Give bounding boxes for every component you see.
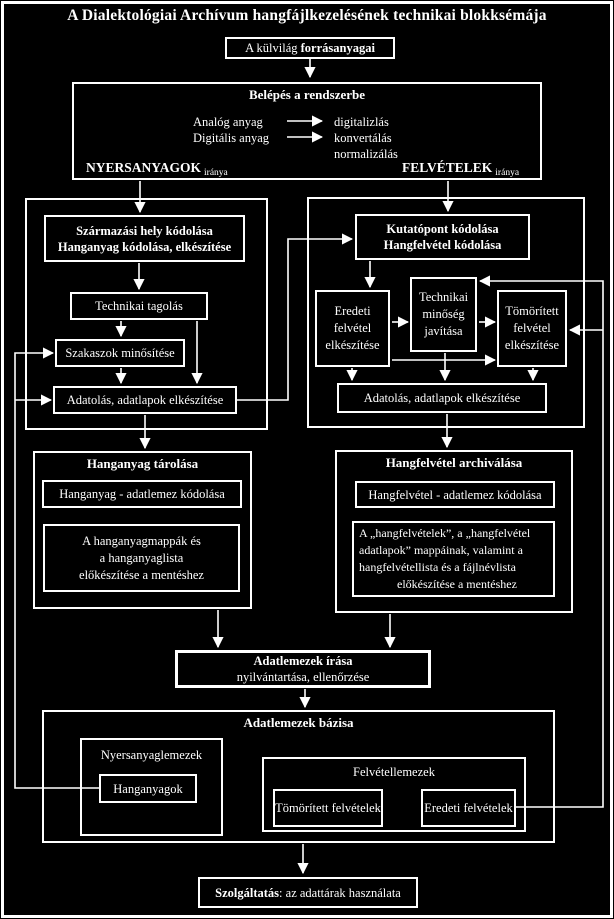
disc-base-title: Adatlemezek bázisa bbox=[243, 715, 354, 730]
research-point-line1: Kutatópont kódolása bbox=[386, 222, 499, 236]
original-recording-box: Eredeti felvétel elkészítése bbox=[315, 290, 390, 367]
system-entry-title: Belépés a rendszerbe bbox=[248, 87, 366, 102]
service-text-bold: Szolgáltatás bbox=[215, 885, 280, 900]
recording-archive-container bbox=[335, 450, 573, 613]
digital-material-label: Digitális anyag bbox=[193, 131, 270, 145]
recording-archive-title: Hangfelvétel archiválása bbox=[385, 455, 523, 470]
technical-segmentation-box: Technikai tagolás bbox=[70, 292, 208, 320]
disc-writing-box bbox=[175, 650, 431, 688]
external-sources-box bbox=[225, 37, 395, 59]
original-recordings-box: Eredeti felvételek bbox=[421, 789, 516, 827]
service-box bbox=[198, 877, 418, 908]
raw-discs-group bbox=[80, 738, 223, 836]
recording-discs-label: Felvétellemezek bbox=[353, 765, 435, 779]
raw-storage-title: Hanganyag tárolása bbox=[86, 456, 199, 471]
raw-materials-direction-label: NYERSANYAGOK $_{iránya}$ bbox=[86, 160, 228, 178]
digitization-label: digitalizlás bbox=[334, 115, 389, 129]
recording-discs-group bbox=[262, 757, 526, 832]
compressed-recording-box: Tömörített felvétel elkészítése bbox=[497, 290, 567, 367]
raw-disc-coding-box: Hanganyag - adatlemez kódolása bbox=[42, 480, 242, 508]
raw-branch-container bbox=[25, 198, 268, 430]
external-sources-text: A külvilág bbox=[245, 41, 301, 55]
raw-audio-box: Hanganyagok bbox=[99, 774, 197, 803]
recording-branch-container bbox=[307, 197, 585, 428]
compressed-recordings-box: Tömörített felvételek bbox=[273, 789, 383, 827]
service-text: : az adattárak használata bbox=[279, 885, 401, 900]
normalization-label: normalizálás bbox=[334, 147, 398, 161]
raw-storage-container bbox=[33, 451, 252, 609]
disc-writing-line2: nyilvántartása, ellenőrzése bbox=[236, 670, 370, 684]
disc-base-container bbox=[42, 710, 555, 843]
research-point-coding-box bbox=[355, 214, 530, 260]
recording-data-sheets-box: Adatolás, adatlapok elkészítése bbox=[337, 383, 547, 413]
research-point-line2: Hangfelvétel kódolása bbox=[383, 238, 502, 252]
recording-disc-coding-box: Hangfelvétel - adatlemez kódolása bbox=[355, 481, 555, 508]
recording-save-preparation-box: A „hangfelvételek”, a „hangfelvétel adatlapok” mappáinak, valamint a hangfelvétellista és a fájlnévlista előkészítése a mentéshez bbox=[352, 521, 555, 597]
page-title: A Dialektológiai Archívum hangfájlkezelésének technikai blokksémája bbox=[67, 7, 547, 24]
recordings-direction-label: FELVÉTELEK $_{iránya}$ bbox=[402, 160, 520, 178]
conversion-label: konvertálás bbox=[334, 131, 392, 145]
raw-data-sheets-box: Adatolás, adatlapok elkészítése bbox=[53, 386, 237, 414]
quality-improvement-box: Technikai minőség javítása bbox=[410, 277, 477, 352]
origin-coding-box bbox=[44, 215, 245, 262]
origin-coding-line1: Származási hely kódolása bbox=[76, 223, 213, 238]
section-rating-box: Szakaszok minősítése bbox=[55, 339, 185, 367]
disc-writing-line1: Adatlemezek írása bbox=[253, 654, 353, 668]
raw-discs-label: Nyersanyaglemezek bbox=[100, 748, 203, 762]
system-entry-box bbox=[72, 82, 542, 180]
external-sources-text-bold: forrásanyagai bbox=[300, 41, 375, 55]
raw-save-preparation-box: A hanganyagmappák és a hanganyaglista előkészítése a mentéshez bbox=[43, 524, 240, 592]
analog-material-label: Analóg anyag bbox=[193, 115, 263, 129]
origin-coding-line2: Hanganyag kódolása, elkészítése bbox=[57, 239, 232, 254]
